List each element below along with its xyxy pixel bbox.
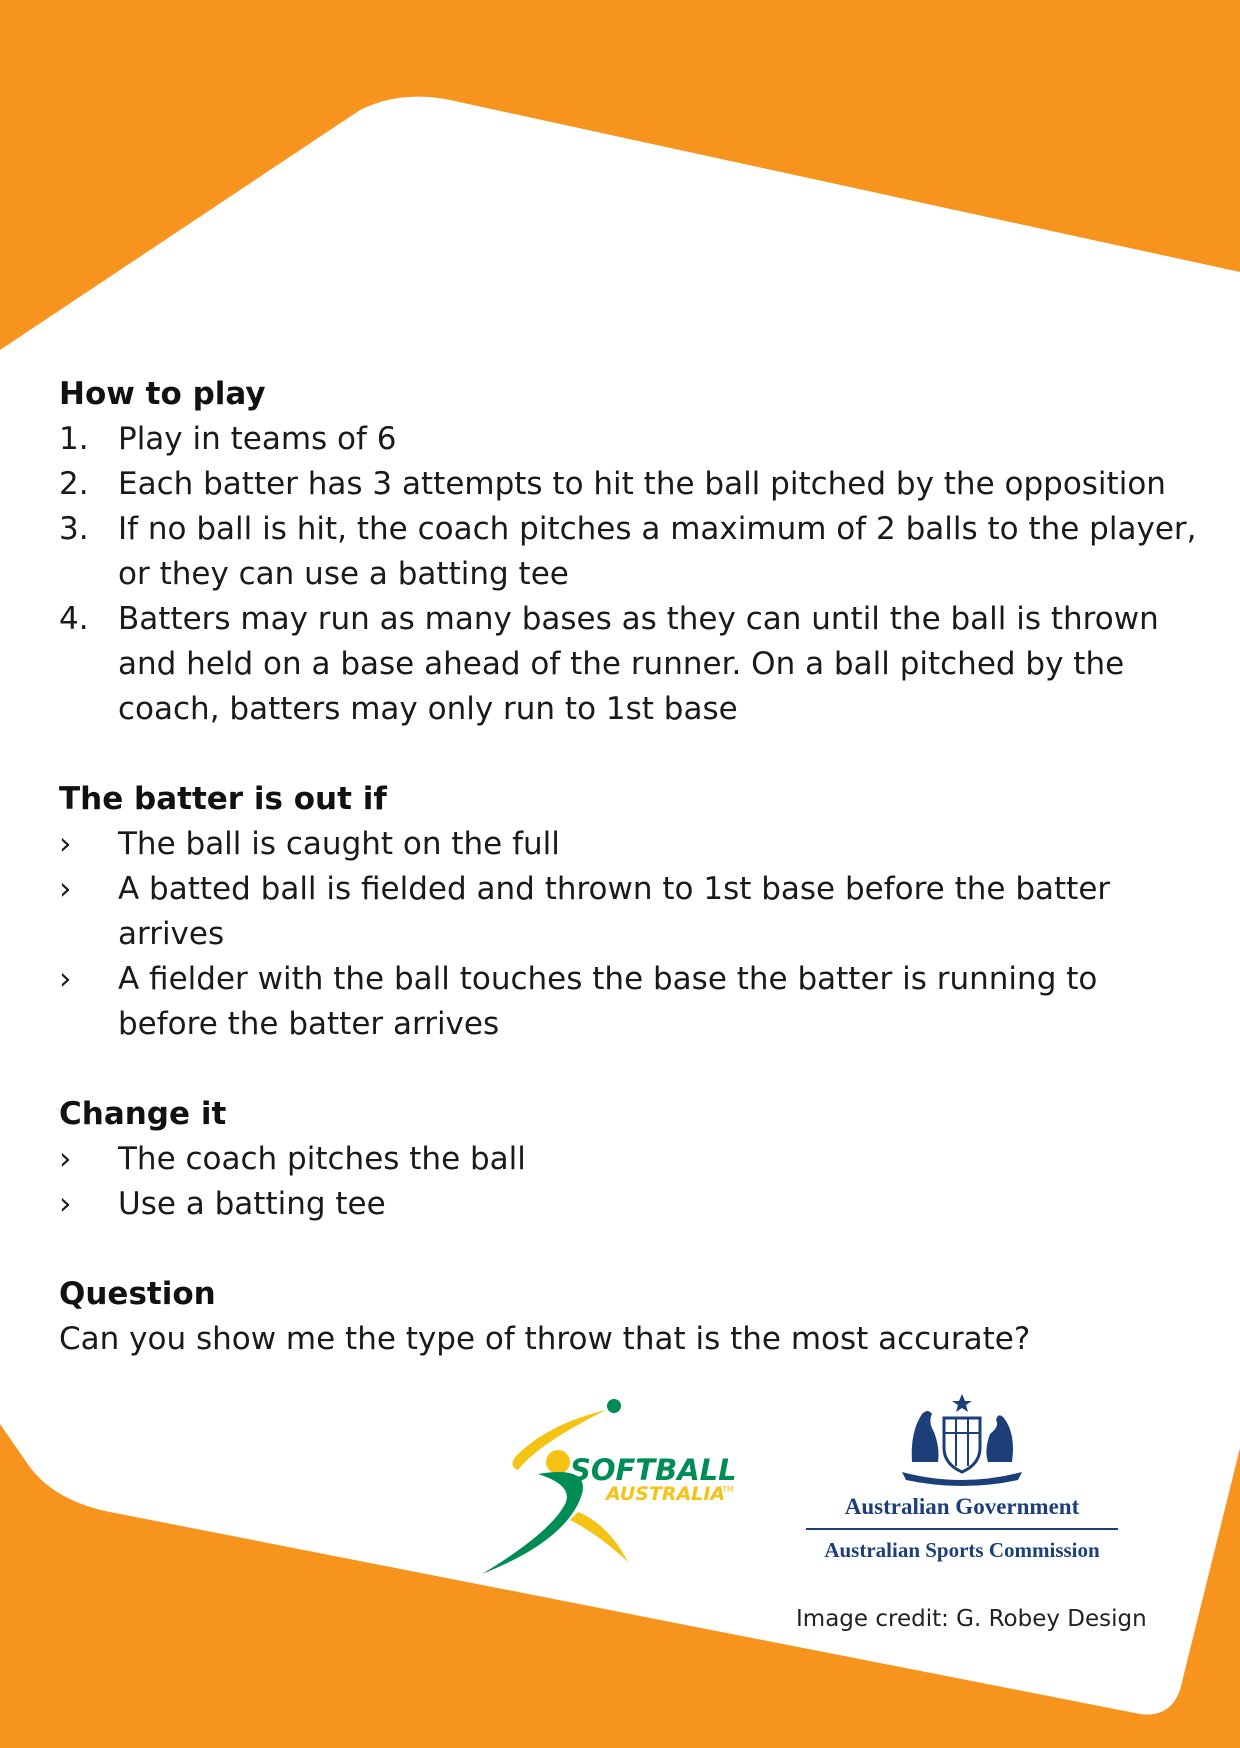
list-marker: 3. [59, 511, 89, 547]
chevron-right-icon: › [59, 871, 72, 907]
list-marker: 1. [59, 421, 89, 457]
list-item-text: The ball is caught on the full [118, 826, 560, 862]
list-item [59, 1182, 1199, 1227]
question-heading: Question [59, 1276, 216, 1312]
softball-australia-logo [478, 1394, 748, 1576]
change-it-section [59, 1092, 1199, 1227]
list-item-text: If no ball is hit, the coach pitches a maximum of 2 balls to the player, or they can use a batting tee [118, 511, 1197, 592]
list-item-text: Each batter has 3 attempts to hit the ball pitched by the opposition [118, 466, 1166, 502]
batter-out-heading: The batter is out if [59, 781, 387, 817]
list-item-text: Use a batting tee [118, 1186, 386, 1222]
logo-divider [806, 1528, 1118, 1530]
chevron-right-icon: › [59, 826, 72, 862]
softball-wordmark: SOFTBALL [570, 1453, 737, 1487]
list-item [59, 957, 1199, 1047]
trademark-symbol: TM [722, 1485, 734, 1494]
chevron-right-icon: › [59, 961, 72, 997]
change-it-list [59, 1137, 1199, 1227]
how-to-play-list [59, 417, 1199, 732]
how-to-play-heading: How to play [59, 376, 266, 412]
list-marker: 4. [59, 601, 89, 637]
list-item-text: A fielder with the ball touches the base the batter is running to before the batter arrives [118, 961, 1098, 1042]
batter-out-section [59, 777, 1199, 1047]
australia-wordmark: AUSTRALIA [606, 1483, 726, 1505]
list-item [59, 1137, 1199, 1182]
coat-of-arms-icon [892, 1392, 1032, 1488]
chevron-right-icon: › [59, 1186, 72, 1222]
australian-government-label: Australian Government [844, 1494, 1080, 1519]
list-item-text: A batted ball is fielded and thrown to 1st base before the batter arrives [118, 871, 1111, 952]
australian-government-logo [806, 1392, 1118, 1572]
image-credit: Image credit: G. Robey Design [796, 1606, 1147, 1632]
australian-sports-commission-label: Australian Sports Commission [824, 1538, 1100, 1562]
list-item [59, 507, 1199, 597]
list-item [59, 417, 1199, 462]
list-item [59, 462, 1199, 507]
change-it-heading: Change it [59, 1096, 227, 1132]
batter-out-list [59, 822, 1199, 1047]
question-text: Can you show me the type of throw that is the most accurate? [59, 1321, 1031, 1357]
list-item [59, 597, 1199, 732]
list-marker: 2. [59, 466, 89, 502]
rules-content [59, 372, 1199, 1407]
question-section [59, 1272, 1199, 1362]
how-to-play-section [59, 372, 1199, 732]
list-item-text: Play in teams of 6 [118, 421, 397, 457]
chevron-right-icon: › [59, 1141, 72, 1177]
list-item-text: Batters may run as many bases as they can until the ball is thrown and held on a base ahead of the runner. On a ball pitched by the coach, batters may only run to 1st base [118, 601, 1159, 727]
list-item [59, 867, 1199, 957]
list-item-text: The coach pitches the ball [118, 1141, 526, 1177]
list-item [59, 822, 1199, 867]
